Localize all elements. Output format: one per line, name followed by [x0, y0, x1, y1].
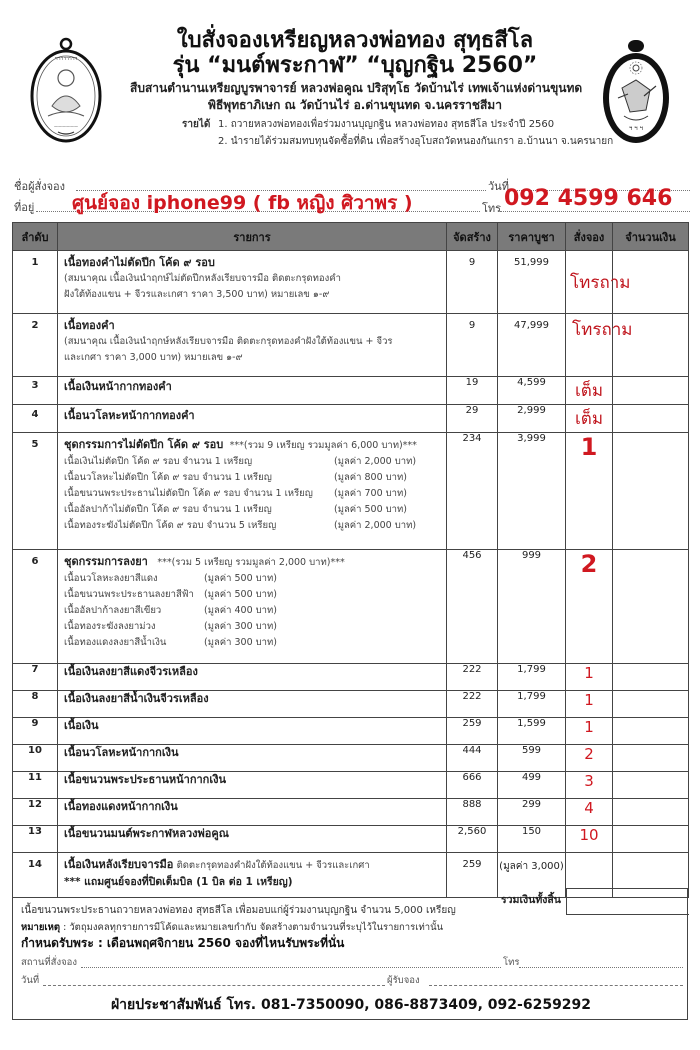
- row-number: 5: [13, 433, 58, 550]
- row-item: [58, 799, 447, 826]
- income-item-1: 1. ถวายหลวงพ่อทองเพื่อร่วมงานบุญกฐิน หลวงพ่อทอง สุทธสีโล ประจำปี 2560: [218, 119, 555, 130]
- address-value: ศูนย์จอง iphone99 ( fb หญิง ศิวาพร ): [72, 192, 413, 214]
- row-quantity-made: 444: [447, 745, 498, 772]
- order-status: โทรถาม: [572, 320, 633, 340]
- sub-item: เนื้อเงินไม่ตัดปีก โค้ด ๙ รอบ จำนวน 1 เหรียญ (มูลค่า 2,000 บาท): [64, 456, 417, 467]
- table-row: [13, 718, 689, 745]
- row-number: 10: [13, 745, 58, 772]
- row-number: 8: [13, 691, 58, 718]
- item-desc: และเกศา ราคา 3,000 บาท) หมายเลข ๑-๙: [64, 352, 243, 363]
- row-price: 150: [498, 826, 566, 853]
- medal-hanuman-icon: [600, 38, 672, 146]
- phone-field[interactable]: [500, 211, 690, 212]
- row-item: [58, 691, 447, 718]
- row-quantity-made: 666: [447, 772, 498, 799]
- row-price: 47,999: [498, 314, 566, 377]
- col-header-order: สั่งจอง: [566, 223, 613, 251]
- row-number: 2: [13, 314, 58, 377]
- row-order-cell[interactable]: [566, 691, 613, 718]
- row-item: [58, 251, 447, 314]
- row-quantity-made: 259: [447, 853, 498, 898]
- row-price: 999: [498, 550, 566, 664]
- item-name: เนื้อขนวนพระประธานหน้ากากเงิน: [64, 773, 226, 786]
- income-label: รายได้: [182, 119, 211, 130]
- row-number: 4: [13, 405, 58, 433]
- table-row: [13, 691, 689, 718]
- item-name: เนื้อเงินลงยาสีน้ำเงินจีวรเหลือง: [64, 692, 209, 705]
- row-price: 1,799: [498, 664, 566, 691]
- row-order-cell[interactable]: [566, 718, 613, 745]
- row-quantity-made: 888: [447, 799, 498, 826]
- row-number: 14: [13, 853, 58, 898]
- order-status: โทรถาม: [570, 273, 631, 293]
- grand-total-field[interactable]: [566, 888, 689, 915]
- footer-date-field[interactable]: [43, 985, 385, 986]
- row-item: [58, 718, 447, 745]
- footer-phone-label: โทร: [503, 957, 520, 968]
- row-quantity-made: 259: [447, 718, 498, 745]
- row-item: [58, 826, 447, 853]
- row-item: [58, 772, 447, 799]
- col-header-no: ลำดับ: [13, 223, 58, 251]
- row-quantity-made: 29: [447, 405, 498, 433]
- order-quantity: 3: [584, 772, 594, 790]
- col-header-item: รายการ: [58, 223, 447, 251]
- bonus-note: *** แถมศูนย์จองที่ปิดเต็มบิล (1 บิล ต่อ 1 เหรียญ): [64, 876, 293, 888]
- table-row: [13, 405, 689, 433]
- row-price: 1,599: [498, 718, 566, 745]
- date-label: วันที่: [488, 180, 509, 193]
- col-header-price: ราคาบูชา: [498, 223, 566, 251]
- item-note: ***(รวม 9 เหรียญ รวมมูลค่า 6,000 บาท)***: [229, 440, 417, 451]
- medal-luang-por-icon: [28, 36, 104, 144]
- item-name: ชุดกรรมการลงยา: [64, 555, 148, 568]
- row-amount-cell[interactable]: [613, 377, 689, 405]
- sub-item: เนื้อนวโลหะไม่ตัดปีก โค้ด ๙ รอบ จำนวน 1 เหรียญ (มูลค่า 800 บาท): [64, 472, 407, 483]
- item-name: เนื้อทองแดงหน้ากากเงิน: [64, 800, 178, 813]
- order-status: เต็ม: [574, 409, 604, 429]
- row-order-cell[interactable]: [566, 550, 613, 664]
- donation-note: เนื้อขนวนพระประธานถวายหลวงพ่อทอง สุทธสีโล เพื่อมอบแก่ผู้ร่วมงานบุญกฐิน จำนวน 5,000 เหรียญ: [21, 905, 456, 916]
- sub-item: เนื้ออัลปาก้าไม่ตัดปีก โค้ด ๙ รอบ จำนวน 1 เหรียญ (มูลค่า 500 บาท): [64, 504, 407, 515]
- pickup-schedule: กำหนดรับพระ : เดือนพฤศจิกายน 2560 จองที่ไหนรับพระที่นั่น: [21, 936, 345, 950]
- row-amount-cell[interactable]: [613, 405, 689, 433]
- row-price: 599: [498, 745, 566, 772]
- pr-contact: ฝ่ายประชาสัมพันธ์ โทร. 081-7350090, 086-8873409, 092-6259292: [110, 997, 592, 1013]
- row-order-cell[interactable]: [566, 377, 613, 405]
- row-order-cell[interactable]: [566, 745, 613, 772]
- item-name: เนื้อนวโลหะหน้ากากทองคำ: [64, 409, 195, 422]
- row-order-cell[interactable]: [566, 405, 613, 433]
- row-amount-cell[interactable]: [613, 772, 689, 799]
- order-quantity: 1: [584, 691, 594, 709]
- income-item-2: 2. นำรายได้ร่วมสมทบทุนจัดซื้อที่ดิน เพื่อสร้างอุโบสถวัดหนองกันเกรา อ.บ้านนา จ.นครนายก: [218, 136, 614, 147]
- svg-text:——————: ——————: [54, 124, 78, 129]
- row-item: [58, 433, 447, 550]
- subtitle-lineage: สืบสานตำนานเหรียญบูรพาจารย์ หลวงพ่อคูณ ปริสุทฺโธ วัดบ้านไร่ เทพเจ้าแห่งด่านขุนทด: [130, 81, 583, 95]
- row-item: [58, 314, 447, 377]
- row-number: 6: [13, 550, 58, 664]
- table-row: [13, 550, 689, 664]
- sub-item: เนื้ออัลปาก้าลงยาสีเขียว (มูลค่า 400 บาท): [64, 605, 277, 616]
- order-status: เต็ม: [574, 381, 604, 401]
- row-order-cell[interactable]: [566, 314, 633, 377]
- order-quantity: 1: [580, 433, 598, 461]
- row-item: [58, 550, 447, 664]
- row-order-cell[interactable]: [566, 664, 613, 691]
- sub-item: เนื้อขนวนพระประธานลงยาสีฟ้า (มูลค่า 500 บาท): [64, 589, 277, 600]
- row-amount-cell[interactable]: [613, 664, 689, 691]
- sub-item: เนื้อทองระฆังลงยาม่วง (มูลค่า 300 บาท): [64, 621, 277, 632]
- phone-value: 092 4599 646: [504, 186, 673, 211]
- table-row: [13, 826, 689, 853]
- item-name: เนื้อนวโลหะหน้ากากเงิน: [64, 746, 179, 759]
- footer-date-label: วันที่: [21, 975, 40, 986]
- orderer-label: ชื่อผู้สั่งจอง: [14, 180, 66, 193]
- series-title: รุ่น “มนต์พระกาฬ” “บุญกฐิน 2560”: [172, 53, 538, 78]
- row-quantity-made: 9: [447, 314, 498, 377]
- table-row: [13, 377, 689, 405]
- sub-item: เนื้อขนวนพระประธานไม่ตัดปีก โค้ด ๙ รอบ จำนวน 1 เหรียญ (มูลค่า 700 บาท): [64, 488, 407, 499]
- remark-note: [21, 920, 443, 935]
- receiver-field[interactable]: [429, 985, 683, 986]
- item-desc: ติดตะกรุดทองคำฝังใต้ท้องแขน + จีวรและเกศา: [176, 860, 370, 871]
- table-row: [13, 251, 689, 314]
- item-name: เนื้อเงินหน้ากากทองคำ: [64, 380, 172, 393]
- row-order-cell[interactable]: [566, 826, 613, 853]
- remark-label: หมายเหตุ: [21, 922, 61, 933]
- row-price: (มูลค่า 3,000): [498, 853, 566, 898]
- order-quantity: 1: [584, 718, 594, 736]
- document-title: ใบสั่งจองเหรียญหลวงพ่อทอง สุทฺธสีโล: [176, 28, 534, 53]
- table-header-row: [13, 223, 689, 251]
- row-number: 11: [13, 772, 58, 799]
- footer-section: [12, 889, 688, 1020]
- table-row: [13, 664, 689, 691]
- row-price: 299: [498, 799, 566, 826]
- row-item: [58, 745, 447, 772]
- row-order-cell[interactable]: [566, 251, 631, 314]
- remark-text: : วัตถุมงคลทุกรายการมีโค้ดและหมายเลขกำกับ จัดสร้างตามจำนวนที่ระบุไว้ในรายการเท่านั้น: [60, 922, 444, 933]
- row-amount-cell[interactable]: [613, 433, 689, 550]
- table-row: [13, 433, 689, 550]
- row-number: 12: [13, 799, 58, 826]
- item-desc: (สมนาคุณ เนื้อเงินนำฤกษ์ไม่ตัดปีกหลังเรียบจารมือ ติดตะกรุดทองคำ: [64, 273, 341, 284]
- row-number: 7: [13, 664, 58, 691]
- row-order-cell[interactable]: [566, 772, 613, 799]
- table-row: [13, 314, 689, 377]
- row-price: 4,599: [498, 377, 566, 405]
- order-quantity: 4: [584, 799, 594, 817]
- svg-text:ฯฯฯฯฯฯฯฯ: ฯฯฯฯฯฯฯฯ: [54, 56, 78, 62]
- row-amount-cell[interactable]: [613, 799, 689, 826]
- item-name: เนื้อเงิน: [64, 719, 99, 732]
- row-number: 9: [13, 718, 58, 745]
- address-label: ที่อยู่: [14, 201, 35, 214]
- row-amount-cell[interactable]: [613, 550, 689, 664]
- row-quantity-made: 234: [447, 433, 498, 550]
- item-name: เนื้อเงินหลังเรียบจารมือ: [64, 858, 174, 871]
- row-order-cell[interactable]: [566, 433, 613, 550]
- row-price: 51,999: [498, 251, 566, 314]
- row-price: 1,799: [498, 691, 566, 718]
- item-desc: ฝังใต้ท้องแขน + จีวรและเกศา ราคา 3,500 บาท) หมายเลข ๑-๙: [64, 289, 330, 300]
- row-number: 13: [13, 826, 58, 853]
- sub-item: เนื้อนวโลหะลงยาสีแดง (มูลค่า 500 บาท): [64, 573, 277, 584]
- col-header-quantity-made: จัดสร้าง: [447, 223, 498, 251]
- row-amount-cell[interactable]: [613, 691, 689, 718]
- row-item: [58, 377, 447, 405]
- subtitle-ceremony: พิธีพุทธาภิเษก ณ วัดบ้านไร่ อ.ด่านขุนทด จ.นครราชสีมา: [208, 98, 502, 112]
- grand-total-label: รวมเงินทั้งสิ้น: [501, 894, 561, 906]
- order-quantity: 10: [579, 826, 599, 844]
- item-desc: (สมนาคุณ เนื้อเงินนำฤกษ์หลังเรียบจารมือ ติดตะกรุดทองคำฝังใต้ท้องแขน + จีวร: [64, 336, 393, 347]
- col-header-amount: จำนวนเงิน: [613, 223, 689, 251]
- svg-text:ฯ ฯ ฯ: ฯ ฯ ฯ: [629, 125, 643, 132]
- item-name: เนื้อเงินลงยาสีแดงจีวรเหลือง: [64, 665, 198, 678]
- row-order-cell[interactable]: [566, 799, 613, 826]
- row-quantity-made: 456: [447, 550, 498, 664]
- sub-item: เนื้อทองแดงลงยาสีน้ำเงิน (มูลค่า 300 บาท): [64, 637, 277, 648]
- row-quantity-made: 19: [447, 377, 498, 405]
- table-row: [13, 772, 689, 799]
- row-quantity-made: 222: [447, 691, 498, 718]
- item-name: เนื้อทองคำไม่ตัดปีก โค้ด ๙ รอบ: [64, 256, 215, 269]
- row-quantity-made: 9: [447, 251, 498, 314]
- row-price: 2,999: [498, 405, 566, 433]
- row-amount-cell[interactable]: [613, 718, 689, 745]
- order-quantity: 2: [584, 745, 594, 763]
- row-item: [58, 405, 447, 433]
- item-name: เนื้อทองคำ: [64, 319, 115, 332]
- item-name: เนื้อขนวนมนต์พระกาฬหลวงพ่อคูณ: [64, 827, 229, 840]
- row-quantity-made: 222: [447, 664, 498, 691]
- row-number: 3: [13, 377, 58, 405]
- order-place-label: สถานที่สั่งจอง: [21, 957, 77, 968]
- item-note: ***(รวม 5 เหรียญ รวมมูลค่า 2,000 บาท)***: [157, 557, 345, 568]
- order-table: [12, 222, 689, 898]
- table-row: [13, 799, 689, 826]
- row-number: 1: [13, 251, 58, 314]
- row-price: 499: [498, 772, 566, 799]
- row-amount-cell[interactable]: [613, 745, 689, 772]
- order-quantity: 2: [580, 550, 598, 578]
- row-amount-cell[interactable]: [613, 826, 689, 853]
- order-quantity: 1: [584, 664, 594, 682]
- receiver-label: ผู้รับจอง: [387, 975, 420, 986]
- row-price: 3,999: [498, 433, 566, 550]
- row-item: [58, 664, 447, 691]
- item-name: ชุดกรรมการไม่ตัดปีก โค้ด ๙ รอบ: [64, 438, 224, 451]
- phone-label: โทร: [482, 202, 502, 215]
- order-place-field[interactable]: [81, 967, 501, 968]
- sub-item: เนื้อทองระฆังไม่ตัดปีก โค้ด ๙ รอบ จำนวน 5 เหรียญ (มูลค่า 2,000 บาท): [64, 520, 417, 531]
- footer-phone-field[interactable]: [519, 967, 683, 968]
- row-quantity-made: 2,560: [447, 826, 498, 853]
- table-row: [13, 745, 689, 772]
